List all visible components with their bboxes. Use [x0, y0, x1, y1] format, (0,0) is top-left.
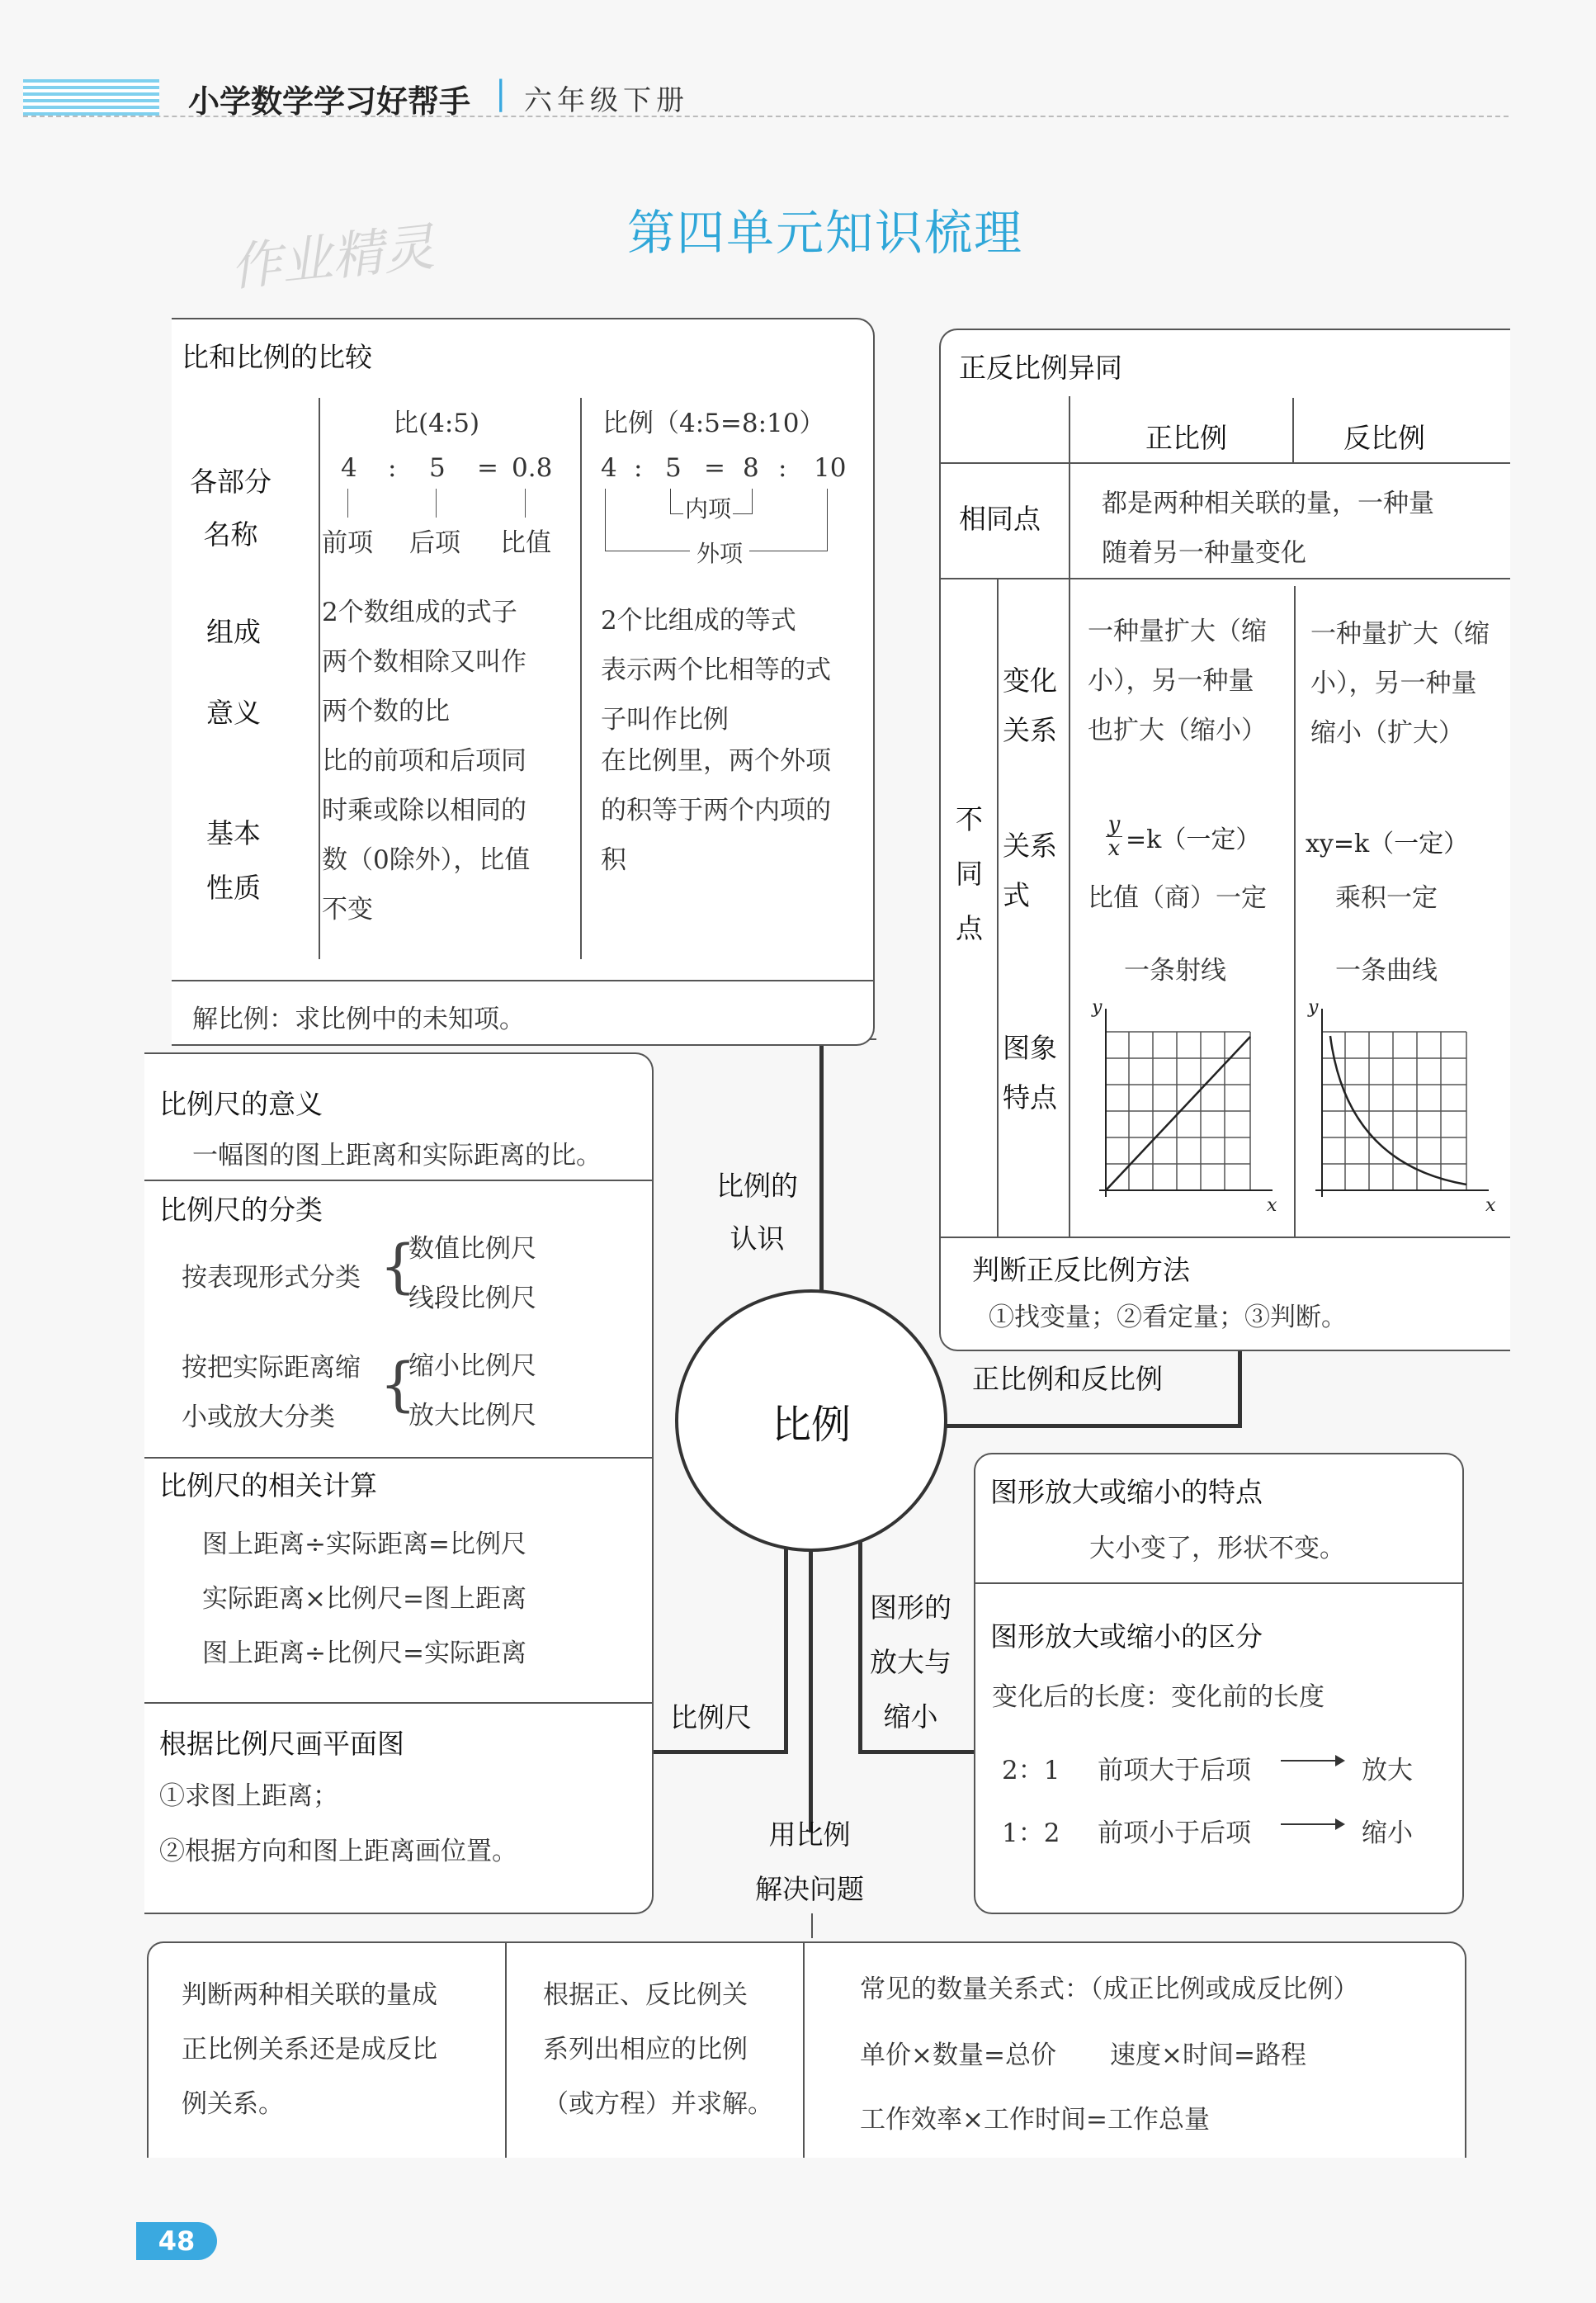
draw-item-1: ①求图上距离；: [159, 1781, 338, 1811]
col-direct: 正比例: [1145, 422, 1227, 454]
connector-solve: [809, 1535, 813, 1832]
scale-box: 比例尺的意义 一幅图的图上距离和实际距离的比。 比例尺的分类 按表现形式分类 { 数值比例尺 线段比例尺 按把实际距离缩 小或放大分类 { 缩小比例尺 放大比例尺 比例尺的相关计算 图上距离÷实际距离=比例尺 实际距离×比例尺=图上距离 图上距离÷比例尺=实际距离 根据比例尺画平面图 ①求图上距离； ②根据方向和图上距离画位置。: [144, 1052, 654, 1914]
direct-formula: [1106, 813, 1260, 860]
diff-title: 图形放大或缩小的区分: [990, 1620, 1263, 1653]
prop-expr-colon2: :: [778, 453, 787, 483]
judge-text: ①找变量；②看定量；③判断。: [989, 1303, 1347, 1332]
same-text: 都是两种相关联的量，一种量 随着另一种量变化: [1102, 489, 1434, 568]
scale-meaning-text: 一幅图的图上距离和实际距离的比。: [192, 1141, 602, 1170]
prop-inner-label: 内项: [683, 491, 733, 524]
direct-formula-num: y: [1107, 812, 1121, 837]
direct-axis-x: x: [1267, 1195, 1277, 1216]
direct-formula-den: x: [1107, 836, 1121, 861]
header-stripes: [23, 79, 159, 117]
page-number: 48: [158, 2225, 196, 2257]
header-rule: [23, 116, 1509, 117]
connector-right: [1238, 1341, 1242, 1428]
by-size-label: 按把实际距离缩 小或放大分类: [182, 1353, 361, 1432]
watermark: 作业精灵: [227, 216, 437, 298]
direct-inverse-title: 正反比例异同: [959, 352, 1122, 384]
solve-col-3-row1a: 单价×数量=总价: [860, 2041, 1056, 2070]
row-label-names: 各部分 名称: [190, 466, 272, 551]
ratio-expr-eq: =: [477, 453, 498, 483]
direct-formula-tail: =k（一定）: [1126, 825, 1261, 854]
center-node: [675, 1289, 947, 1552]
ratio-col-title: 比(4:5): [393, 409, 480, 438]
inverse-graph: [1297, 999, 1504, 1213]
solve-col-2: 根据正、反比例关 系列出相应的比例 （或方程）并求解。: [543, 1980, 773, 2119]
prop-col-title: 比例（4:5=8:10）: [602, 409, 825, 438]
size-item-reduce: 缩小比例尺: [408, 1351, 536, 1381]
branch-enlarge: 图形的 放大与 缩小: [870, 1591, 951, 1733]
same-label: 相同点: [959, 503, 1041, 535]
judge-title: 判断正反比例方法: [972, 1254, 1190, 1286]
arrow-right-icon: [1281, 1760, 1340, 1762]
center-label: 比例: [771, 1401, 851, 1448]
prop-expr-a: 4: [601, 453, 617, 483]
direct-axis-y: y: [1092, 997, 1103, 1018]
page-title: 第四单元知识梳理: [627, 205, 1024, 261]
arrow-right-icon: [1281, 1823, 1340, 1825]
connector-scale: [784, 1544, 788, 1754]
form-item-line: 线段比例尺: [408, 1284, 536, 1313]
prop-expr-eq: =: [704, 453, 725, 483]
inverse-axis-x: x: [1485, 1195, 1496, 1216]
solve-col-3-title: 常见的数量关系式：（成正比例或成反比例）: [860, 1974, 1359, 2004]
ratio-part-front: 前项: [322, 528, 373, 558]
calc-item-2: 实际距离×比例尺=图上距离: [202, 1584, 526, 1614]
change-label: 变化 关系: [1003, 664, 1057, 746]
draw-item-2: ②根据方向和图上距离画位置。: [159, 1837, 517, 1866]
graph-label: 图象 特点: [1003, 1032, 1057, 1114]
solve-box: [147, 1941, 1466, 2158]
ratio-part-value: 比值: [500, 528, 551, 558]
diff-text: 变化后的长度：变化前的长度: [992, 1682, 1324, 1712]
inverse-graph-label: 一条曲线: [1335, 956, 1438, 986]
prop-expr-d: 10: [814, 453, 847, 483]
ratio-compare-box: [172, 318, 875, 1046]
prop-expr-colon1: :: [634, 453, 643, 483]
ratio-expr-colon: :: [388, 453, 397, 483]
prop-property: 在比例里，两个外项 的积等于两个内项的 积: [601, 746, 831, 875]
direct-change: 一种量扩大（缩 小），另一种量 也扩大（缩小）: [1088, 617, 1267, 745]
calc-item-1: 图上距离÷实际距离=比例尺: [202, 1530, 526, 1559]
direct-inverse-box: [939, 329, 1510, 1351]
prop-expr-c: 8: [743, 453, 759, 483]
direct-graph: [1081, 999, 1287, 1213]
branch-solve: 用比例 解决问题: [755, 1818, 864, 1905]
connector-right-h: [945, 1424, 1242, 1428]
header-separator: |: [495, 74, 507, 112]
enlarge-box: [974, 1453, 1464, 1914]
connector-enlarge: [858, 1535, 862, 1754]
ratio-part-back: 后项: [409, 528, 460, 558]
branch-scale: 比例尺: [670, 1701, 752, 1733]
branch-recognition: 比例的 认识: [716, 1170, 798, 1255]
enlarge-row-2-result: 缩小: [1362, 1818, 1413, 1848]
direct-formula-note: 比值（商）一定: [1088, 883, 1267, 913]
form-item-numeric: 数值比例尺: [408, 1234, 536, 1264]
row-label-property: 基本 性质: [206, 817, 261, 904]
ratio-meaning: 2个数组成的式子 两个数相除又叫作 两个数的比: [322, 598, 526, 726]
ratio-expr-b: 5: [429, 453, 446, 483]
prop-meaning: 2个比组成的等式 表示两个比相等的式 子叫作比例: [601, 606, 831, 735]
enlarge-row-1-desc: 前项大于后项: [1098, 1756, 1251, 1785]
by-form-label: 按表现形式分类: [182, 1263, 361, 1293]
book-title: 小学数学学习好帮手: [188, 83, 471, 120]
inverse-formula-note: 乘积一定: [1335, 883, 1438, 913]
inverse-formula: xy=k（一定）: [1306, 830, 1469, 858]
branch-direct-inverse: 正比例和反比例: [972, 1363, 1163, 1395]
calc-item-3: 图上距离÷比例尺=实际距离: [202, 1639, 526, 1668]
ratio-property: 比的前项和后项同 时乘或除以相同的 数（0除外），比值 不变: [322, 746, 531, 925]
size-item-enlarge: 放大比例尺: [408, 1401, 536, 1431]
prop-outer-label: 外项: [690, 536, 749, 569]
ratio-expr-value: 0.8: [512, 453, 553, 483]
direct-graph-label: 一条射线: [1124, 956, 1226, 986]
scale-meaning-title: 比例尺的意义: [159, 1088, 323, 1120]
row-label-meaning: 组成 意义: [206, 616, 261, 729]
ratio-expr-a: 4: [341, 453, 357, 483]
diff-label: 不 同 点: [956, 803, 983, 944]
ratio-compare-title: 比和比例的比较: [182, 341, 372, 373]
solve-col-3-row1b: 速度×时间=路程: [1110, 2041, 1306, 2070]
direct-ray: [1106, 1037, 1250, 1190]
grade-label: 六年级下册: [524, 84, 689, 117]
enlarge-row-2-ratio: 1：2: [1002, 1818, 1060, 1848]
col-inverse: 反比例: [1343, 422, 1425, 454]
connector-scale-h: [652, 1750, 788, 1754]
formula-label: 关系 式: [1003, 830, 1057, 911]
enlarge-row-1-ratio: 2：1: [1002, 1756, 1060, 1785]
scale-class-title: 比例尺的分类: [159, 1194, 323, 1226]
solve-col-3-row2: 工作效率×工作时间=工作总量: [860, 2105, 1210, 2135]
scale-calc-title: 比例尺的相关计算: [159, 1469, 377, 1501]
connector-top: [819, 1044, 824, 1296]
enlarge-row-2-desc: 前项小于后项: [1098, 1818, 1251, 1848]
page-number-badge: [136, 2222, 217, 2260]
feature-text: 大小变了，形状不变。: [1089, 1534, 1345, 1563]
solve-proportion: 解比例：求比例中的未知项。: [192, 1005, 525, 1034]
inverse-axis-y: y: [1308, 997, 1319, 1018]
solve-col-1: 判断两种相关联的量成 正比例关系还是成反比 例关系。: [182, 1980, 437, 2119]
connector-enlarge-h: [858, 1750, 974, 1754]
prop-expr-b: 5: [665, 453, 682, 483]
scale-draw-title: 根据比例尺画平面图: [159, 1728, 404, 1760]
inverse-change: 一种量扩大（缩 小），另一种量 缩小（扩大）: [1310, 619, 1490, 748]
enlarge-row-1-result: 放大: [1362, 1756, 1413, 1785]
feature-title: 图形放大或缩小的特点: [990, 1476, 1263, 1508]
